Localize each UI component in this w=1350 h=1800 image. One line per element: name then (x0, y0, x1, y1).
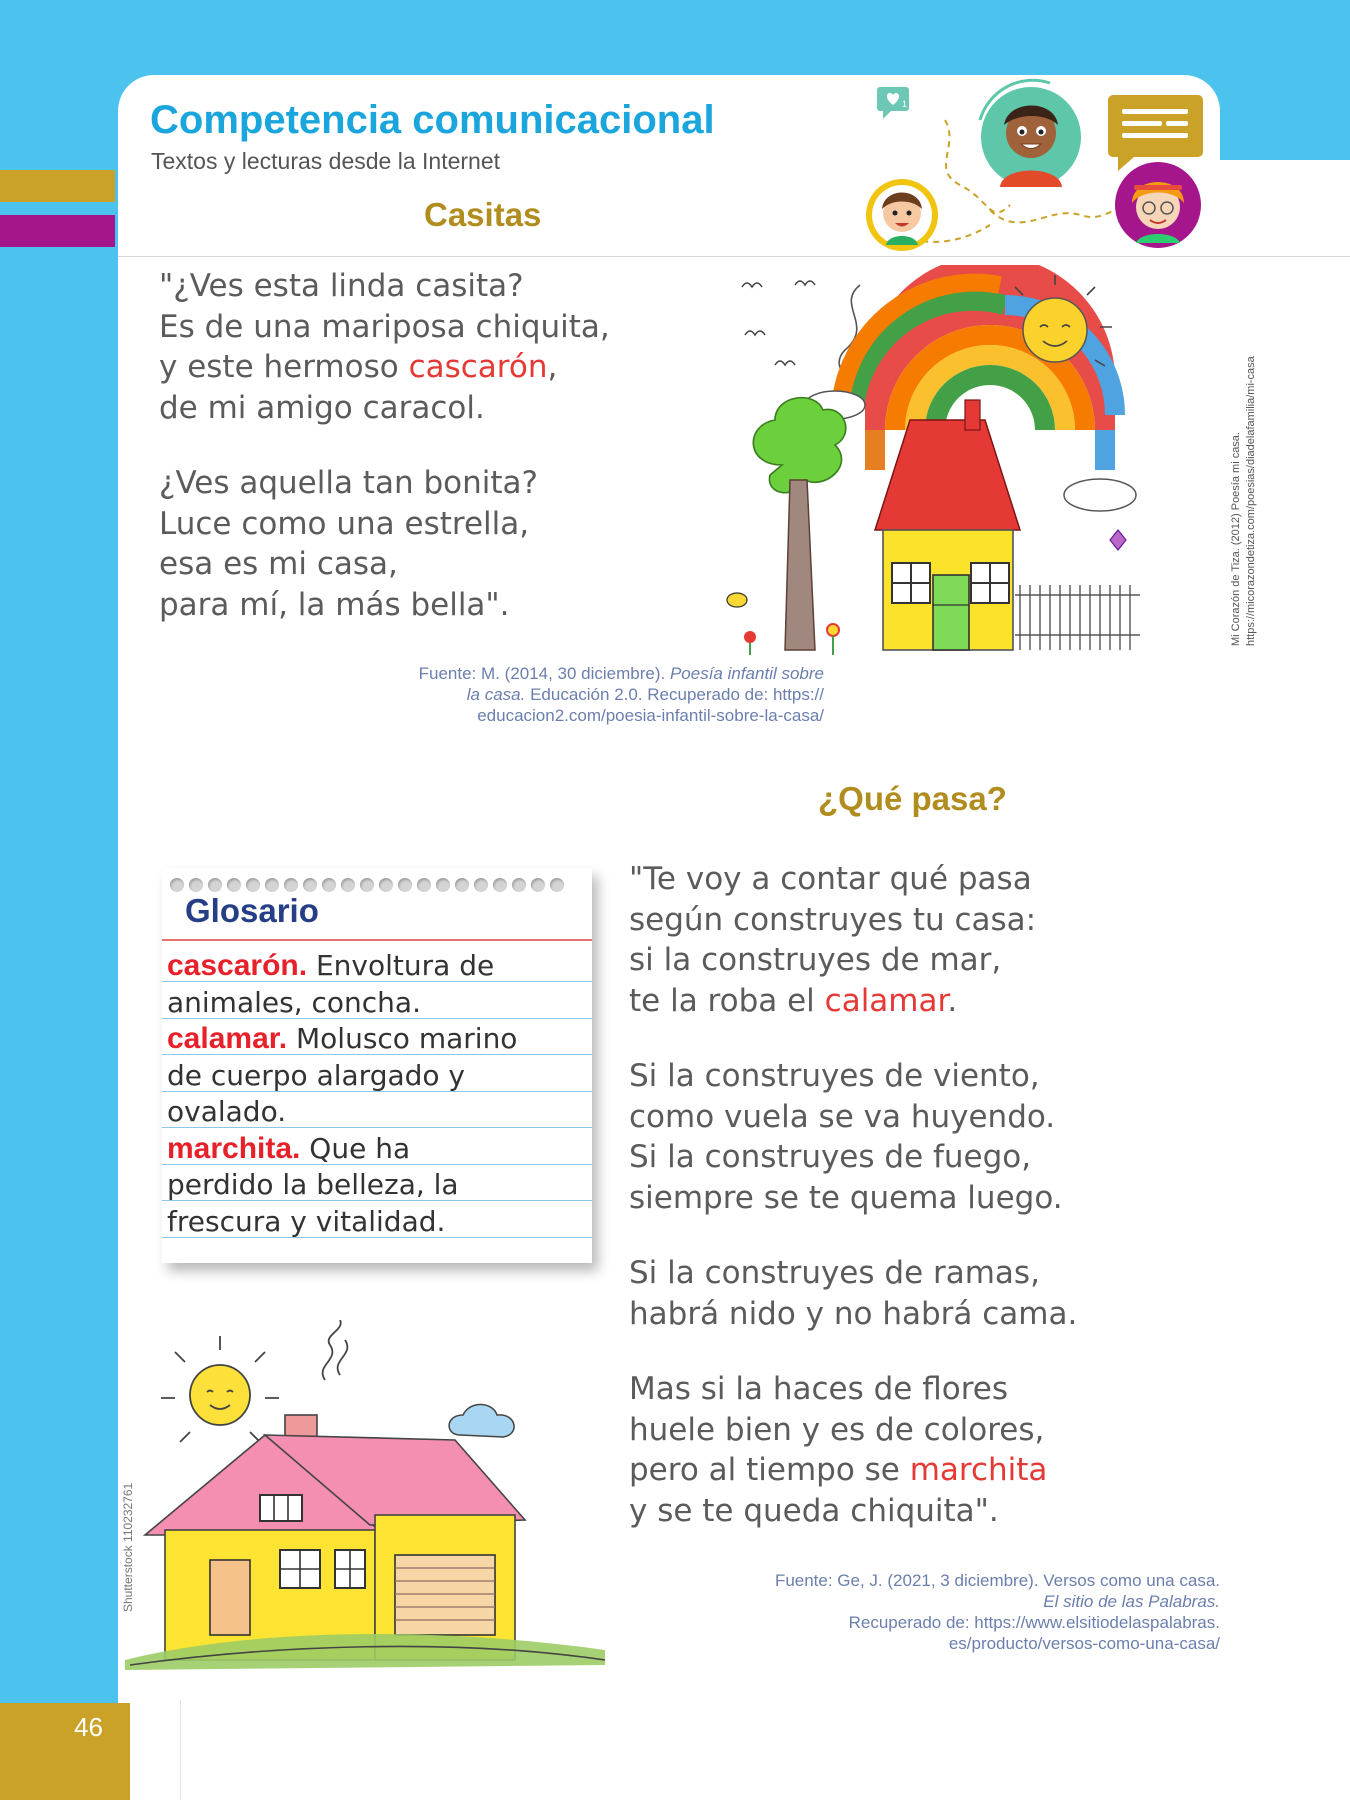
source-title: la casa. (466, 685, 526, 704)
notebook-hole (398, 878, 412, 892)
notebook-hole (531, 878, 545, 892)
poem-line-text: y este hermoso (159, 349, 409, 385)
notebook-hole (455, 878, 469, 892)
notebook-hole (303, 878, 317, 892)
house-sun-illustration (125, 1320, 615, 1680)
header-decoration (850, 75, 1220, 260)
poem2-title: ¿Qué pasa? (818, 780, 1007, 817)
image-credit: Shutterstock 110232761 (121, 1482, 135, 1612)
glossary-entries (167, 948, 587, 1240)
source-line: es/producto/versos-como-una-casa/ (948, 1634, 1220, 1653)
page-title: Competencia comunicacional (150, 98, 715, 142)
source-line (330, 684, 824, 705)
poem-line: ¿Ves aquella tan bonita? (159, 465, 538, 501)
image-credit-line: Mi Corazón de Tiza. (2012) Poesía mi casa. (1230, 432, 1242, 646)
poem-line: y se te queda chiquita". (629, 1492, 999, 1529)
glossary-line (167, 1021, 587, 1058)
house-rainbow-illustration (715, 265, 1145, 665)
purple-stripe (0, 215, 115, 247)
message-bubble-icon (1108, 95, 1203, 171)
glossary-line: de cuerpo alargado y (167, 1058, 466, 1092)
source-citation (640, 1570, 1220, 1654)
poem-line: habrá nido y no habrá cama. (629, 1295, 1078, 1332)
notebook-hole (341, 878, 355, 892)
poem-line: "Te voy a contar qué pasa (629, 861, 1032, 897)
left-color-band (0, 160, 130, 1800)
poem-line: "¿Ves esta linda casita? (159, 268, 524, 304)
notebook-hole (360, 878, 374, 892)
source-line: Recuperado de: https://www.elsitiodelaspalabras. (848, 1613, 1220, 1632)
source-title: El sitio de las Palabras. (1043, 1592, 1220, 1611)
glossary-line: perdido la belleza, la (167, 1168, 459, 1201)
svg-text:1: 1 (902, 99, 908, 109)
glossary-highlight: cascarón (408, 349, 548, 385)
poem-line: Mas si la haces de flores (629, 1371, 1008, 1407)
poem-line: huele bien y es de colores, (629, 1411, 1045, 1448)
glossary-line (167, 948, 587, 985)
poem-line (629, 1450, 1077, 1491)
poem-line-text: , (547, 349, 558, 385)
notebook-hole (265, 878, 279, 892)
source-text: Educación 2.0. Recuperado de: https:// (525, 685, 824, 704)
boy-avatar-icon (866, 179, 938, 251)
poem-line: Si la construyes de ramas, (629, 1255, 1040, 1291)
source-line: Fuente: Ge, J. (2021, 3 diciembre). Versos como una casa. (774, 1571, 1220, 1590)
girl-avatar-icon (1115, 162, 1201, 248)
glossary-term: calamar. (167, 1022, 288, 1055)
glossary-highlight: calamar (824, 982, 948, 1019)
stanza (629, 1369, 1077, 1531)
notebook-hole (417, 878, 431, 892)
notebook-hole (227, 878, 241, 892)
source-citation (330, 663, 824, 726)
stanza (159, 463, 610, 625)
poem-line: según construyes tu casa: (629, 901, 1037, 938)
glossary-term: marchita. (167, 1131, 301, 1165)
poem-line: esa es mi casa, (159, 546, 398, 582)
gold-stripe (0, 170, 115, 202)
notebook-hole (322, 878, 336, 892)
notebook-hole (436, 878, 450, 892)
like-bubble-icon (877, 87, 909, 119)
glossary-line (167, 1131, 587, 1168)
notebook-hole (189, 878, 203, 892)
poem-line: como vuela se va huyendo. (629, 1098, 1056, 1135)
stanza (629, 1253, 1077, 1334)
page-number-tab (0, 1703, 130, 1800)
poem-line (159, 347, 610, 388)
notebook-hole (246, 878, 260, 892)
poem-line: Luce como una estrella, (159, 505, 530, 542)
boy-avatar-icon (980, 80, 1081, 187)
poem-line-text: te la roba el (629, 982, 825, 1019)
notebook-hole (512, 878, 526, 892)
page-subtitle: Textos y lecturas desde la Internet (151, 148, 501, 174)
glossary-line: animales, concha. (167, 985, 421, 1019)
poem-line: Es de una mariposa chiquita, (159, 308, 610, 345)
stanza (159, 266, 610, 428)
stanza (629, 1056, 1077, 1218)
footer-divider (180, 1700, 181, 1800)
stanza (629, 859, 1077, 1021)
notebook-hole (474, 878, 488, 892)
notebook-hole (379, 878, 393, 892)
notebook-hole (550, 878, 564, 892)
notebook-hole (284, 878, 298, 892)
source-line: educacion2.com/poesia-infantil-sobre-la-casa/ (477, 706, 824, 725)
source-title: Poesía infantil sobre (669, 664, 824, 683)
glossary-card (162, 868, 592, 1263)
glossary-margin-rule (162, 939, 592, 941)
notebook-hole (493, 878, 507, 892)
glossary-term: cascarón. (167, 949, 308, 982)
poem-line: si la construyes de mar, (629, 942, 1002, 978)
poem1-title: Casitas (424, 196, 542, 233)
poem-casitas (159, 266, 610, 660)
poem-line: Si la construyes de fuego, (629, 1139, 1032, 1175)
notebook-hole (170, 878, 184, 892)
notebook-hole (208, 878, 222, 892)
page-number: 46 (74, 1712, 103, 1742)
poem-line (629, 981, 1077, 1022)
glossary-definition: Que ha (300, 1131, 411, 1165)
poem-line-text: . (947, 982, 958, 1019)
source-text: Fuente: M. (2014, 30 diciembre). (418, 664, 670, 683)
glossary-highlight: marchita (909, 1452, 1048, 1488)
poem-line-text: pero al tiempo se (629, 1452, 910, 1488)
glossary-title: Glosario (185, 892, 319, 929)
glossary-line: frescura y vitalidad. (167, 1204, 446, 1238)
poem-que-pasa (629, 859, 1077, 1566)
image-credit-line: https://micorazondetiza.com/poesias/diadelafamilia/mi-casa (1245, 356, 1257, 646)
image-credit (1229, 356, 1259, 646)
poem-line: de mi amigo caracol. (159, 389, 485, 426)
poem-line: siempre se te quema luego. (629, 1179, 1063, 1216)
poem-line: Si la construyes de viento, (629, 1058, 1040, 1094)
glossary-line: ovalado. (167, 1095, 287, 1128)
source-line (640, 1591, 1220, 1612)
poem-line: para mí, la más bella". (159, 586, 510, 623)
source-line (330, 663, 824, 684)
glossary-definition: Envoltura de (307, 949, 495, 982)
glossary-definition: Molusco marino (287, 1022, 518, 1055)
